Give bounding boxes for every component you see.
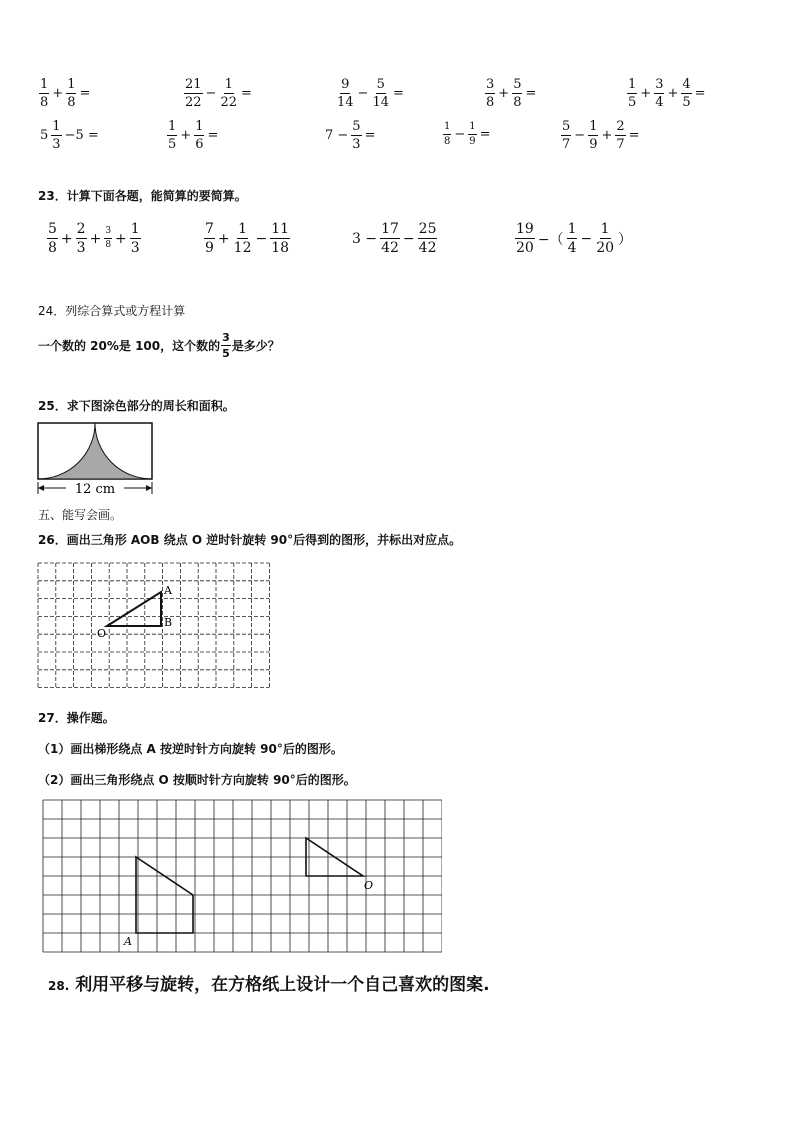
operator: − <box>402 230 415 247</box>
q24-fraction-numerator: 3 <box>222 331 230 344</box>
calc-row1-item5 <box>626 78 708 109</box>
denominator: 14 <box>372 95 389 110</box>
q24-title: 24．列综合算式或方程计算 <box>38 304 186 318</box>
denominator: 3 <box>130 240 140 256</box>
fraction <box>47 222 58 255</box>
denominator: 8 <box>513 95 522 110</box>
operator: − <box>255 230 268 247</box>
fraction <box>184 78 203 109</box>
whole-number: 3 − <box>352 230 378 247</box>
numerator: 3 <box>486 77 495 92</box>
operator: − <box>357 86 369 101</box>
calc-row2-item5 <box>560 120 642 151</box>
fraction <box>485 78 495 109</box>
denominator: 14 <box>337 95 354 110</box>
q24-text-a: 一个数的 20%是 100，这个数的 <box>38 339 221 353</box>
fraction <box>561 120 571 151</box>
denominator: 5 <box>168 137 177 152</box>
operator: − <box>580 230 593 247</box>
operator: = <box>241 86 252 101</box>
q27-grid <box>42 799 442 954</box>
numerator: 21 <box>185 77 202 92</box>
denominator: 12 <box>233 240 252 256</box>
denominator: 9 <box>469 136 476 147</box>
fraction <box>270 222 290 255</box>
denominator: 8 <box>105 240 112 250</box>
q23-expr3 <box>350 222 438 255</box>
q25-arrow-right <box>146 485 152 491</box>
whole-number: 5 <box>40 128 49 143</box>
numerator: 1 <box>195 119 204 134</box>
q24-text <box>38 332 280 359</box>
q24-fraction-denominator: 5 <box>222 347 230 360</box>
operator: + <box>601 128 613 143</box>
denominator: 4 <box>655 95 664 110</box>
denominator: 4 <box>567 240 577 256</box>
numerator: 1 <box>40 77 49 92</box>
q25-shaded-region <box>38 423 152 479</box>
denominator: 3 <box>52 137 61 152</box>
denominator: 8 <box>40 95 49 110</box>
operator: ） <box>618 231 633 248</box>
fraction <box>51 120 61 151</box>
numerator: 1 <box>589 119 598 134</box>
fraction <box>627 78 637 109</box>
operator: + <box>115 230 127 247</box>
numerator: 19 <box>516 221 534 237</box>
operator: = <box>207 128 219 143</box>
numerator: 3 <box>655 77 664 92</box>
calc-row1-item2 <box>183 78 254 109</box>
fraction <box>654 78 664 109</box>
q25-title: 25．求下图涂色部分的周长和面积。 <box>38 399 235 413</box>
fraction <box>615 120 625 151</box>
denominator: 20 <box>596 240 615 256</box>
denominator: 18 <box>271 240 290 256</box>
fraction <box>351 120 361 151</box>
denominator: 3 <box>76 240 86 256</box>
calc-row2-item1 <box>38 120 101 151</box>
q24-fraction <box>221 332 231 359</box>
numerator: 11 <box>271 221 290 237</box>
denominator: 8 <box>67 95 76 110</box>
q27-label-a: A <box>124 935 132 948</box>
q26-title: 26．画出三角形 AOB 绕点 O 逆时针旋转 90°后得到的图形，并标出对应点。 <box>38 533 462 547</box>
numerator: 5 <box>376 77 385 92</box>
q27-item2: （2）画出三角形绕点 O 按顺时针方向旋转 90°后的图形。 <box>38 773 356 787</box>
fraction <box>595 222 615 255</box>
operator: + <box>52 86 64 101</box>
q24-text-b: 是多少？ <box>231 339 280 353</box>
q28-question <box>48 970 490 995</box>
calc-row2-item3 <box>323 120 377 151</box>
q25-arrow-left <box>38 485 44 491</box>
operator: = <box>479 127 491 142</box>
numerator: 9 <box>341 77 350 92</box>
fraction <box>167 120 177 151</box>
fraction <box>66 78 76 109</box>
fraction <box>219 78 238 109</box>
denominator: 42 <box>381 240 399 256</box>
denominator: 42 <box>418 240 437 256</box>
fraction <box>567 222 578 255</box>
numerator: 5 <box>562 119 571 134</box>
numerator: 25 <box>418 221 437 237</box>
operator: = <box>525 86 537 101</box>
numerator: 1 <box>567 221 577 237</box>
calc-row2-item4 <box>442 122 493 147</box>
fraction <box>512 78 522 109</box>
operator: = <box>364 128 376 143</box>
fraction <box>515 222 535 255</box>
operator: = <box>79 86 91 101</box>
numerator: 3 <box>104 227 112 239</box>
operator: = <box>628 128 640 143</box>
fraction <box>380 222 400 255</box>
numerator: 1 <box>224 77 233 92</box>
operator: + <box>180 128 192 143</box>
whole-number: 7 − <box>325 128 349 143</box>
fraction <box>104 227 112 250</box>
q27-item1: （1）画出梯形绕点 A 按逆时针方向旋转 90°后的图形。 <box>38 742 343 756</box>
fraction <box>336 78 355 109</box>
calc-row1-item3 <box>335 78 406 109</box>
fraction <box>468 122 476 147</box>
numerator: 4 <box>682 77 691 92</box>
denominator: 22 <box>220 95 237 110</box>
fraction <box>588 120 598 151</box>
numerator: 1 <box>238 221 248 237</box>
fraction <box>130 222 141 255</box>
denominator: 9 <box>205 240 214 256</box>
denominator: 9 <box>589 137 598 152</box>
fraction <box>233 222 253 255</box>
numerator: 17 <box>381 221 399 237</box>
numerator: 1 <box>168 119 177 134</box>
denominator: 20 <box>516 240 534 256</box>
denominator: 8 <box>486 95 495 110</box>
q26-triangle-aob <box>107 592 161 626</box>
numerator: 1 <box>628 77 637 92</box>
q26-label-o: O <box>97 627 107 640</box>
fraction <box>194 120 204 151</box>
numerator: 1 <box>468 122 476 135</box>
operator: + <box>60 230 73 247</box>
fraction <box>371 78 390 109</box>
numerator: 1 <box>67 77 76 92</box>
fraction <box>39 78 49 109</box>
operator: −5 = <box>64 128 99 143</box>
numerator: 7 <box>205 221 214 237</box>
q25-figure <box>36 420 158 500</box>
denominator: 8 <box>48 240 57 256</box>
numerator: 1 <box>600 221 610 237</box>
numerator: 2 <box>76 221 86 237</box>
operator: + <box>640 86 652 101</box>
operator: − <box>205 86 217 101</box>
numerator: 5 <box>48 221 57 237</box>
q26-label-a: A <box>164 584 172 597</box>
numerator: 5 <box>352 119 361 134</box>
q23-title: 23．计算下面各题，能简算的要简算。 <box>38 189 247 203</box>
q23-expr2 <box>203 222 291 255</box>
operator: + <box>217 230 230 247</box>
numerator: 5 <box>513 77 522 92</box>
denominator: 5 <box>682 95 691 110</box>
denominator: 7 <box>616 137 625 152</box>
q27-label-o: O <box>364 879 374 892</box>
denominator: 8 <box>444 136 451 147</box>
q25-dimension-label: 12 cm <box>74 482 116 497</box>
operator: + <box>498 86 510 101</box>
denominator: 3 <box>352 137 361 152</box>
numerator: 1 <box>130 221 140 237</box>
q28-text: 利用平移与旋转，在方格纸上设计一个自己喜欢的图案. <box>75 975 490 995</box>
fraction <box>204 222 215 255</box>
q23-expr1 <box>46 222 142 255</box>
fraction <box>418 222 438 255</box>
operator: = <box>694 86 706 101</box>
q23-expr4 <box>514 222 634 255</box>
calc-row2-item2 <box>166 120 220 151</box>
denominator: 7 <box>562 137 571 152</box>
denominator: 22 <box>185 95 202 110</box>
operator: − <box>454 127 466 142</box>
calc-row1-item4 <box>484 78 538 109</box>
numerator: 1 <box>443 122 451 135</box>
fraction <box>76 222 87 255</box>
fraction <box>681 78 691 109</box>
numerator: 1 <box>52 119 61 134</box>
fraction <box>443 122 451 147</box>
q28-number: 28. <box>48 979 70 993</box>
operator: = <box>393 86 404 101</box>
operator: + <box>667 86 679 101</box>
denominator: 6 <box>195 137 204 152</box>
operator: + <box>89 230 102 247</box>
q26-grid <box>36 560 270 692</box>
numerator: 2 <box>616 119 625 134</box>
operator: −（ <box>537 231 564 248</box>
calc-row1-item1 <box>38 78 92 109</box>
denominator: 5 <box>628 95 637 110</box>
operator: − <box>574 128 586 143</box>
section5-title: 五、能写会画。 <box>38 508 123 522</box>
q26-label-b: B <box>164 616 173 629</box>
q27-title: 27．操作题。 <box>38 711 115 725</box>
